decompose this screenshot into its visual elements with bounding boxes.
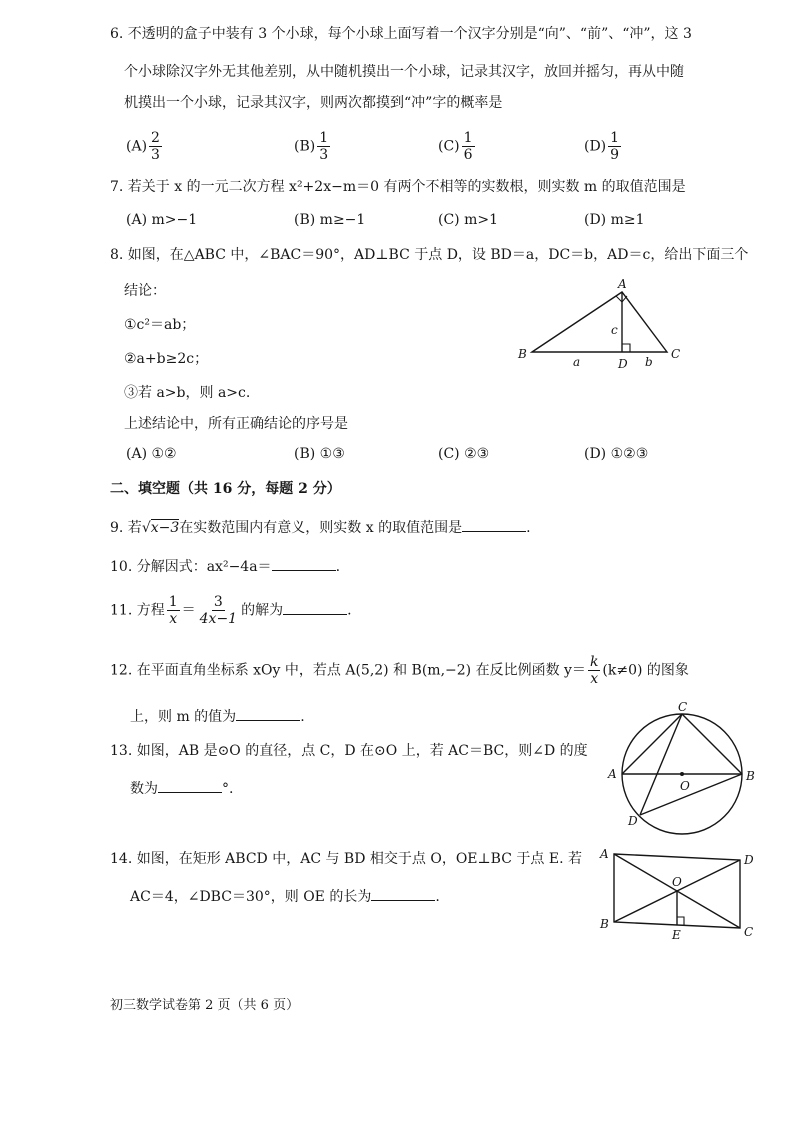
q14-answer-blank [371, 886, 435, 901]
section-2-heading: 二、填空题（共 16 分，每题 2 分） [110, 481, 341, 497]
q13-line1: 13. 如图，AB 是⊙O 的直径，点 C，D 在⊙O 上，若 AC＝BC，则∠D 的度 [110, 743, 588, 759]
q6-line1: 6. 不透明的盒子中装有 3 个小球，每个小球上面写着一个汉字分别是“向”、“前”、“冲”，这 3 [110, 26, 692, 42]
q8-option-c: (C) ②③ [438, 446, 490, 462]
q8-conclusion-2: ②a+b≥2c； [124, 351, 209, 367]
q12-answer-blank [236, 706, 300, 721]
q7-option-d: (D) m≥1 [584, 212, 645, 228]
q7-text: 7. 若关于 x 的一元二次方程 x²+2x−m＝0 有两个不相等的实数根，则实数 m 的取值范围是 [110, 179, 686, 195]
q14-label-D: D [744, 853, 754, 867]
q8-option-d: (D) ①②③ [584, 446, 649, 462]
q14-label-B: B [600, 917, 609, 931]
q7-option-a: (A) m>−1 [126, 212, 198, 228]
q11: 11. 方程 $\frac{1}{x}$ ＝ $\frac{3}{4x-1}$ 的解为 . [110, 594, 352, 627]
q8-label-A: A [618, 277, 627, 291]
q8-label-C: C [671, 347, 681, 361]
q7-option-b: (B) m≥−1 [294, 212, 366, 228]
sqrt-symbol: √ [141, 520, 151, 536]
q10: 10. 分解因式：ax²−4a＝ . [110, 556, 340, 577]
q8-conclusion-1: ①c²＝ab； [124, 317, 196, 333]
q6-line3: 机摸出一个小球，记录其汉字，则两次都摸到“冲”字的概率是 [124, 95, 503, 111]
page-footer: 初三数学试卷第 2 页（共 6 页） [110, 998, 300, 1013]
q6-line2: 个小球除汉字外无其他差别，从中随机摸出一个小球，记录其汉字，放回并摇匀，再从中随 [124, 64, 684, 80]
q12-line1: 12. 在平面直角坐标系 xOy 中，若点 A(5,2) 和 B(m,−2) 在反比例函数 y＝ $\frac{k}{x}$ (k≠0) 的图象 [110, 654, 689, 687]
q8-option-a: (A) ①② [126, 446, 177, 462]
q13-label-O: O [680, 779, 690, 793]
q12-line2: 上，则 m 的值为 . [130, 706, 305, 727]
q8-triangle-figure [510, 276, 690, 372]
q7-option-c: (C) m>1 [438, 212, 498, 228]
q14-rectangle-figure [598, 846, 768, 942]
q9-radicand: x−3 [150, 520, 180, 536]
q14-line2: AC＝4，∠DBC＝30°，则 OE 的长为 . [130, 886, 440, 907]
q8-conclusion-3: ③若 a>b，则 a>c. [124, 385, 251, 401]
q13-answer-blank [158, 778, 222, 793]
q8-label-a: a [573, 355, 581, 369]
q14-label-C: C [744, 925, 754, 939]
q10-answer-blank [272, 556, 336, 571]
q14-label-E: E [672, 928, 681, 942]
q11-answer-blank [283, 600, 347, 615]
q8-line2: 结论： [124, 283, 166, 299]
q13-line2: 数为 °. [130, 778, 233, 799]
q6-option-a: (A) $\frac{2}{3}$ [126, 130, 160, 163]
q8-line1: 8. 如图，在△ABC 中，∠BAC＝90°，AD⊥BC 于点 D，设 BD＝a，DC＝b，AD＝c，给出下面三个 [110, 247, 749, 263]
q8-ask: 上述结论中，所有正确结论的序号是 [124, 416, 348, 432]
q13-label-A: A [608, 767, 617, 781]
q8-label-D: D [618, 357, 628, 371]
q13-label-D: D [628, 814, 638, 828]
q9-answer-blank [462, 517, 526, 532]
q13-label-B: B [746, 769, 755, 783]
q9: 9. 若√x−3在实数范围内有意义，则实数 x 的取值范围是 . [110, 517, 531, 538]
q8-label-c: c [611, 323, 618, 337]
q14-label-A: A [600, 847, 609, 861]
q8-label-b: b [645, 355, 653, 369]
q13-circle-figure [600, 702, 770, 832]
q13-label-C: C [678, 700, 688, 714]
q14-line1: 14. 如图，在矩形 ABCD 中，AC 与 BD 相交于点 O，OE⊥BC 于点 E. 若 [110, 851, 582, 867]
q14-label-O: O [672, 875, 682, 889]
q6-option-c: (C) $\frac{1}{6}$ [438, 130, 473, 163]
q8-option-b: (B) ①③ [294, 446, 345, 462]
q8-label-B: B [518, 347, 527, 361]
q6-option-d: (D) $\frac{1}{9}$ [584, 130, 620, 163]
q6-option-b: (B) $\frac{1}{3}$ [294, 130, 329, 163]
